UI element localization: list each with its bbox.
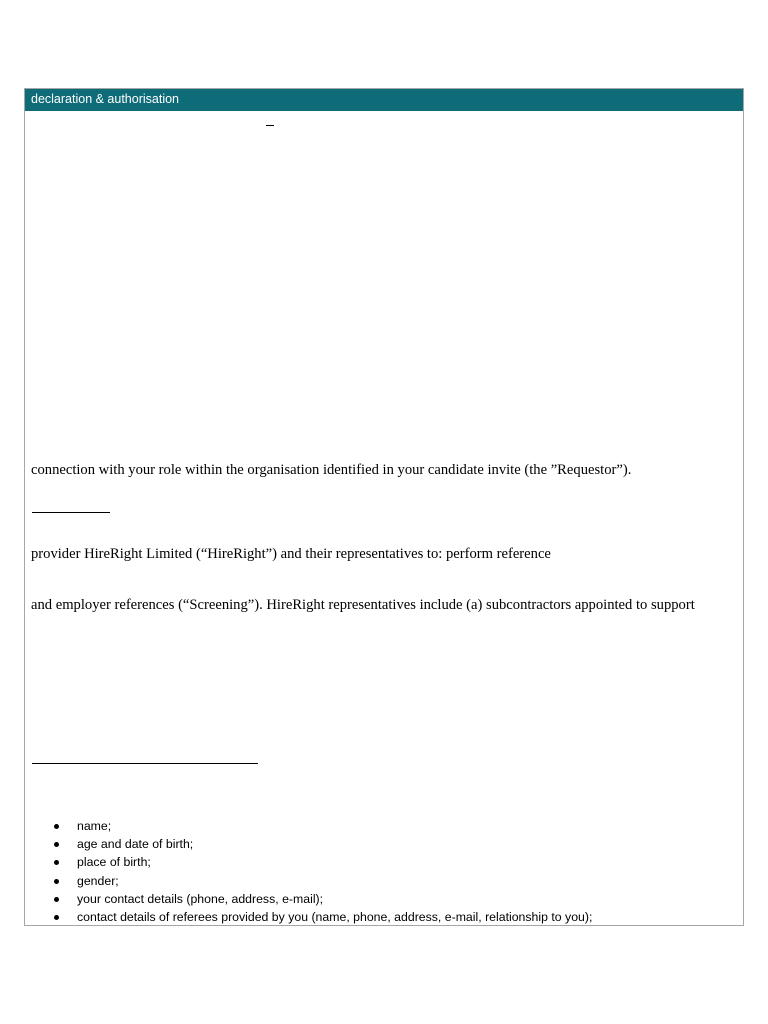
paragraph-provider: provider HireRight Limited (“HireRight”) and their representatives to: perform reference [31, 546, 551, 562]
declaration-section [24, 88, 744, 926]
section-header: declaration & authorisation [25, 89, 743, 111]
list-item-text: gender; [77, 873, 119, 888]
list-item [31, 908, 592, 926]
heading-underline [32, 512, 110, 513]
list-item [31, 872, 592, 890]
list-item [31, 817, 592, 835]
text-fragment-dash [266, 125, 274, 126]
list-item-text: name; [77, 819, 112, 833]
bullet-icon [54, 824, 59, 829]
list-item-text: place of birth; [77, 855, 151, 870]
list-item-text: age and date of birth; [77, 837, 194, 852]
bullet-icon [54, 879, 59, 884]
paragraph-screening: and employer references (“Screening”). HireRight representatives include (a) subcontractors appointed to support [31, 597, 695, 613]
bullet-icon [54, 860, 59, 865]
list-item [31, 853, 592, 871]
bullet-icon [54, 897, 59, 902]
bullet-icon [54, 915, 59, 920]
list-item-text: contact details of referees provided by you (name, phone, address, e-mail, relationship to you); [77, 909, 593, 924]
paragraph-requestor: connection with your role within the organisation identified in your candidate invite (the ”Requestor”). [31, 462, 632, 478]
bullet-icon [54, 842, 59, 847]
list-item [31, 890, 592, 908]
heading-underline-2 [32, 763, 258, 764]
list-item-text: your contact details (phone, address, e-mail); [77, 891, 324, 906]
personal-data-list [31, 817, 592, 926]
list-item [31, 835, 592, 853]
